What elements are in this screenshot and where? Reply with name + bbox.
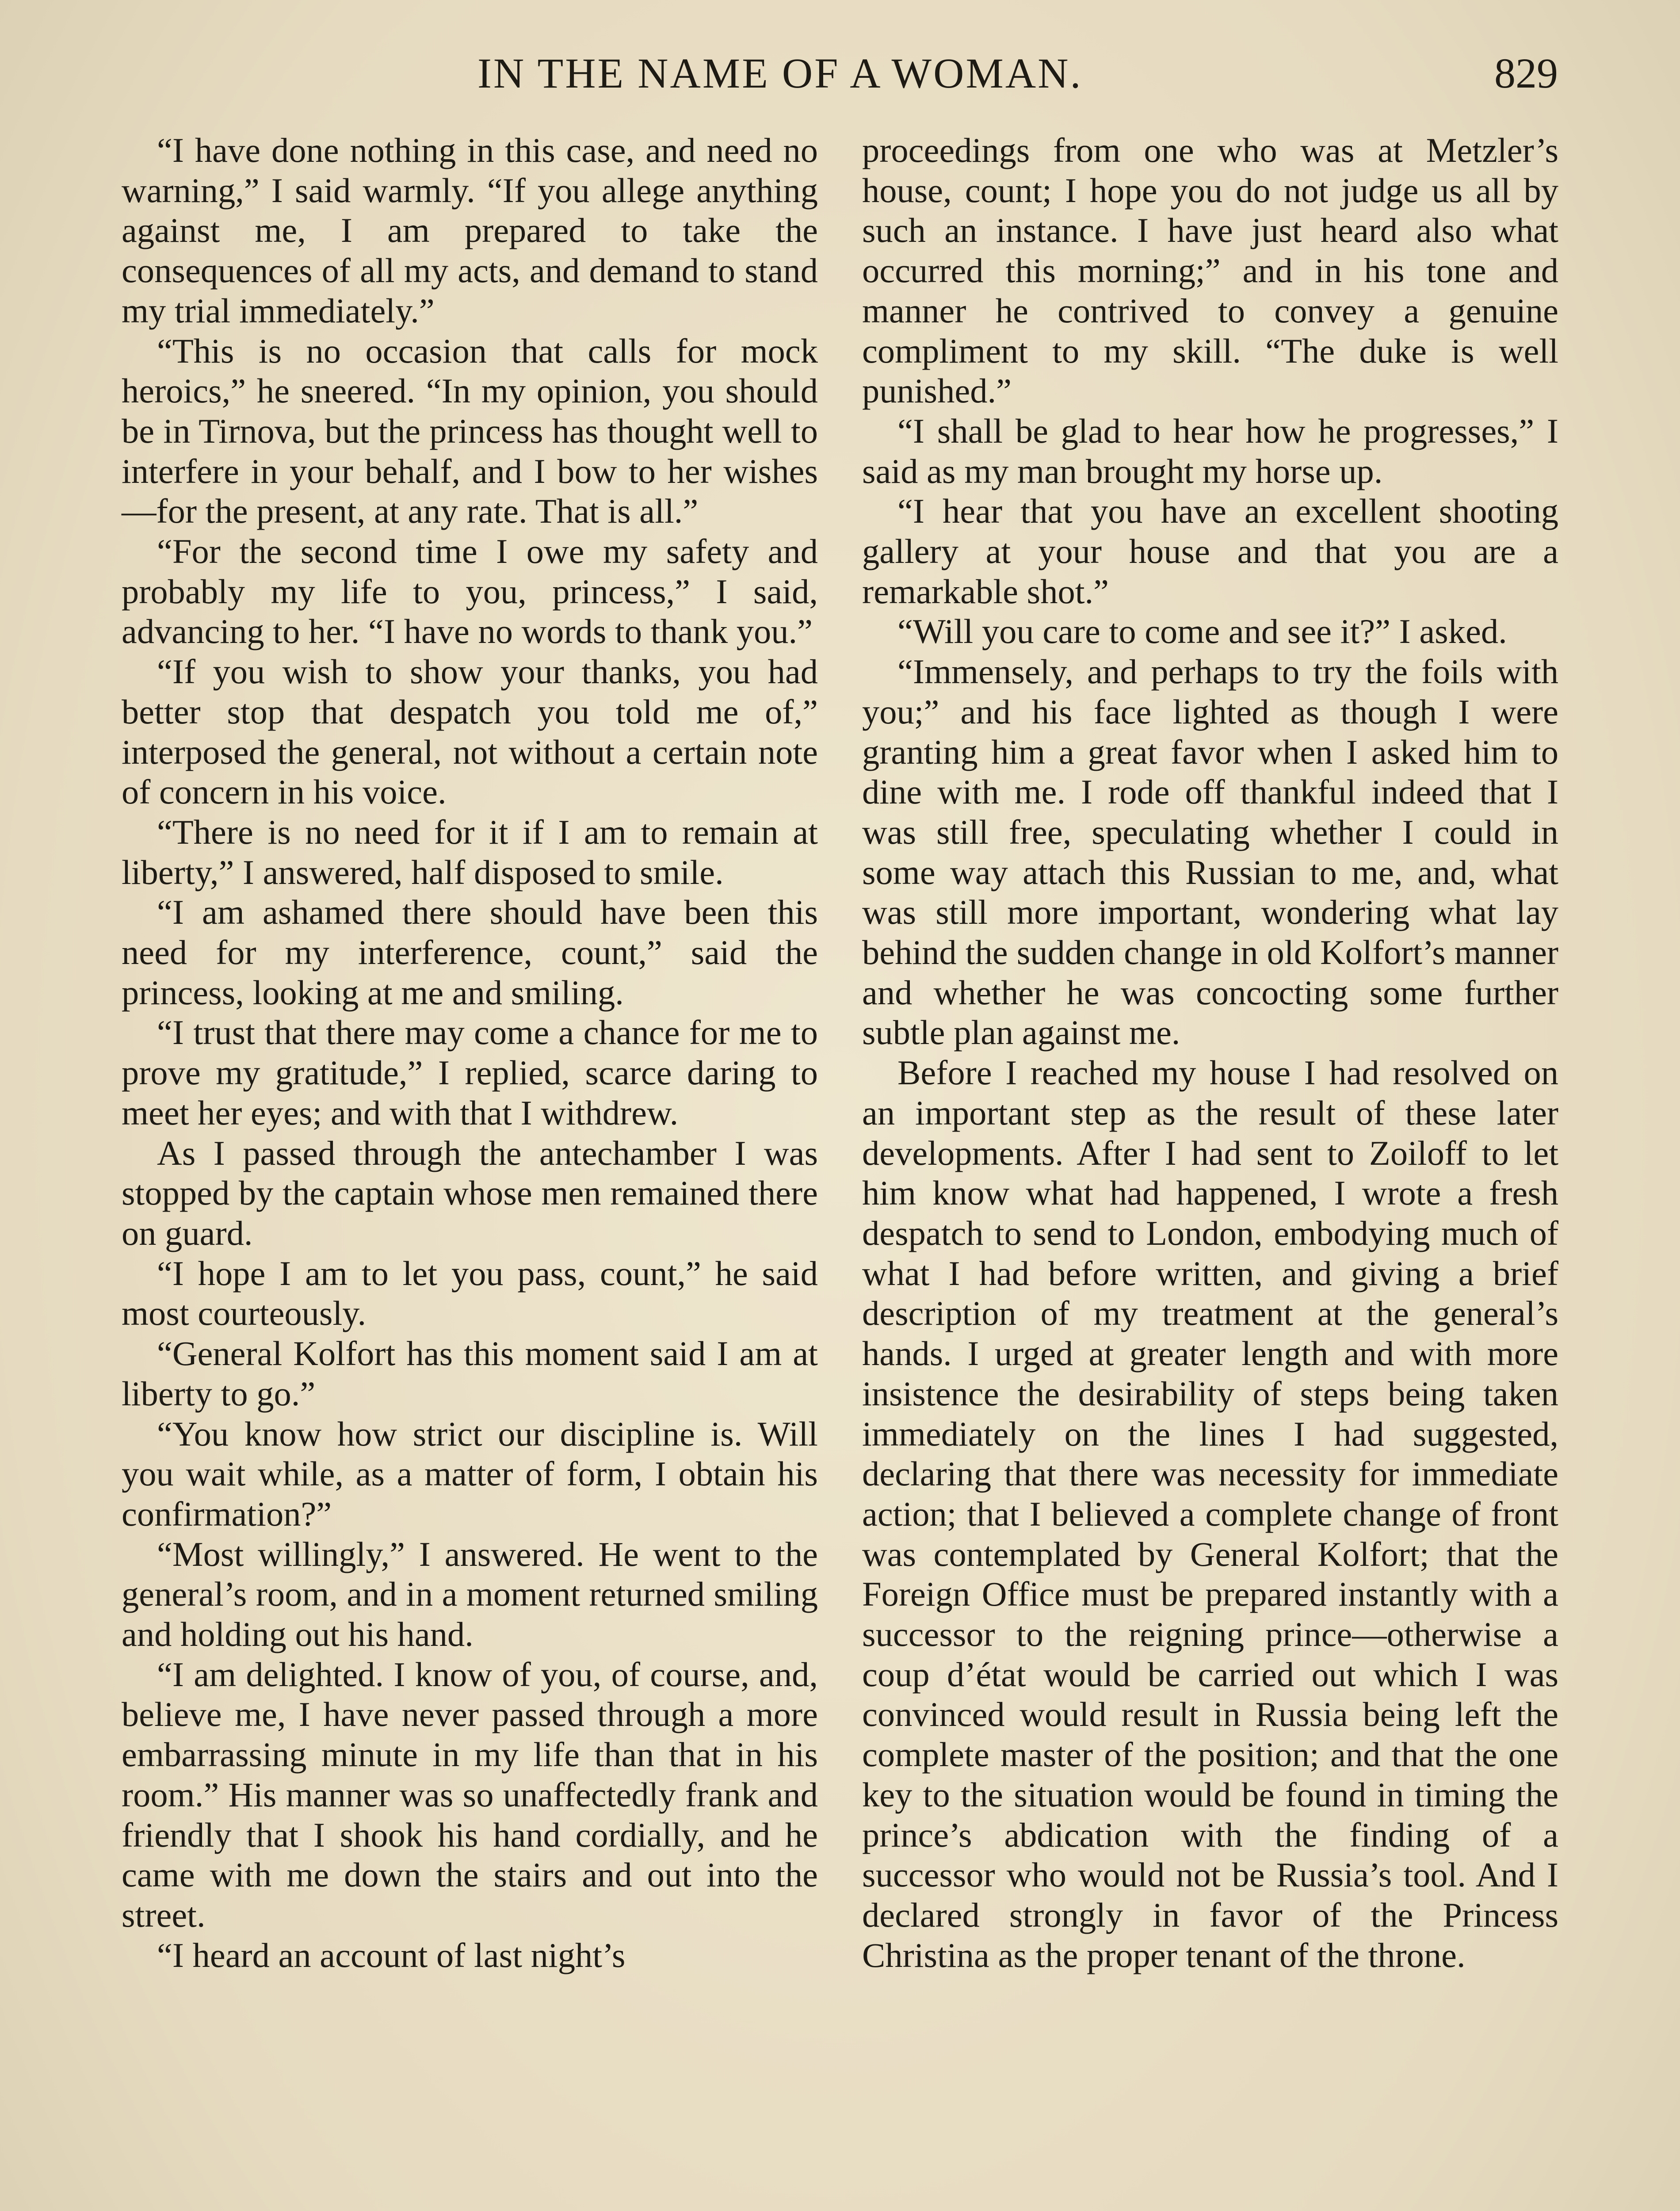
paragraph: “I shall be glad to hear how he progresses,” I said as my man brought my horse up. — [862, 411, 1558, 490]
paragraph: “General Kolfort has this moment said I am at liberty to go.” — [122, 1334, 818, 1413]
paragraph: “Will you care to come and see it?” I asked. — [897, 612, 1507, 651]
paragraph: “I am delighted. I know of you, of course, and, believe me, I have never passed through a more embarrassing minute in my life than that in his room.” His manner was so unaffectedly frank and friendly that I shook his hand cordially, and he came with me down the stairs and out into the street. — [122, 1655, 818, 1934]
paragraph: “This is no occasion that calls for mock heroics,” he sneered. “In my opinion, you should be in Tirnova, but the princess has thought well to interfere in your behalf, and I bow to her wishes—for the present, at any rate. That is all.” — [122, 331, 818, 531]
paragraph-continued: proceedings from one who was at Metzler’s house, count; I hope you do not judge us all by such an instance. I have just heard also what occurred this morning;” and in his tone and manner he contrived to convey a genuine compliment to my skill. “The duke is well punished.” — [862, 131, 1558, 410]
paragraph: “Most willingly,” I answered. He went to the general’s room, and in a moment returned smiling and holding out his hand. — [122, 1534, 818, 1654]
right-column — [862, 130, 1558, 1975]
paragraph: “I hear that you have an excellent shooting gallery at your house and that you are a remarkable shot.” — [862, 492, 1558, 611]
page-header — [0, 35, 1680, 106]
paragraph: “For the second time I owe my safety and probably my life to you, princess,” I said, advancing to her. “I have no words to thank you.” — [122, 532, 818, 651]
left-column — [122, 130, 818, 1975]
paragraph: “I trust that there may come a chance for me to prove my gratitude,” I replied, scarce daring to meet her eyes; and with that I withdrew. — [122, 1013, 818, 1132]
running-title: IN THE NAME OF A WOMAN. — [477, 50, 1083, 97]
paragraph: “There is no need for it if I am to remain at liberty,” I answered, half disposed to smile. — [122, 812, 818, 891]
paragraph: “Immensely, and perhaps to try the foils with you;” and his face lighted as though I were granting him a great favor when I asked him to dine with me. I rode off thankful indeed that I was still free, speculating whether I could in some way attach this Russian to me, and, what was still more important, wondering what lay behind the sudden change in old Kolfort’s manner and whether he was concocting some further subtle plan against me. — [862, 652, 1558, 1052]
paragraph: As I passed through the antechamber I was stopped by the captain whose men remained there on guard. — [122, 1133, 818, 1252]
paragraph: “I am ashamed there should have been this need for my interference, count,” said the princess, looking at me and smiling. — [122, 893, 818, 1012]
paragraph: “You know how strict our discipline is. Will you wait while, as a matter of form, I obtain his confirmation?” — [122, 1414, 818, 1533]
paragraph: “I heard an account of last night’s — [157, 1936, 626, 1974]
page-number: 829 — [1494, 50, 1558, 97]
paragraph: “I have done nothing in this case, and need no warning,” I said warmly. “If you allege anything against me, I am prepared to take the consequences of all my acts, and demand to stand my trial immediately.” — [122, 131, 818, 330]
paragraph: “I hope I am to let you pass, count,” he said most courteously. — [122, 1254, 818, 1333]
paragraph: Before I reached my house I had resolved on an important step as the result of these later developments. After I had sent to Zoiloff to let him know what had happened, I wrote a fresh despatch to send to London, embodying much of what I had before written, and giving a brief description of my treatment at the general’s hands. I urged at greater length and with more insistence the desirability of steps being taken immediately on the lines I had suggested, declaring that there was necessity for immediate action; that I believed a complete change of front was contemplated by General Kolfort; that the Foreign Office must be prepared instantly with a successor to the reigning prince—otherwise a coup d’état would be carried out which I was convinced would result in Russia being left the complete master of the position; and that the one key to the situation would be found in timing the prince’s abdication with the finding of a successor who would not be Russia’s tool. And I declared strongly in favor of the Princess Christina as the proper tenant of the throne. — [862, 1053, 1558, 1974]
paragraph: “If you wish to show your thanks, you had better stop that despatch you told me of,” interposed the general, not without a certain note of concern in his voice. — [122, 652, 818, 811]
